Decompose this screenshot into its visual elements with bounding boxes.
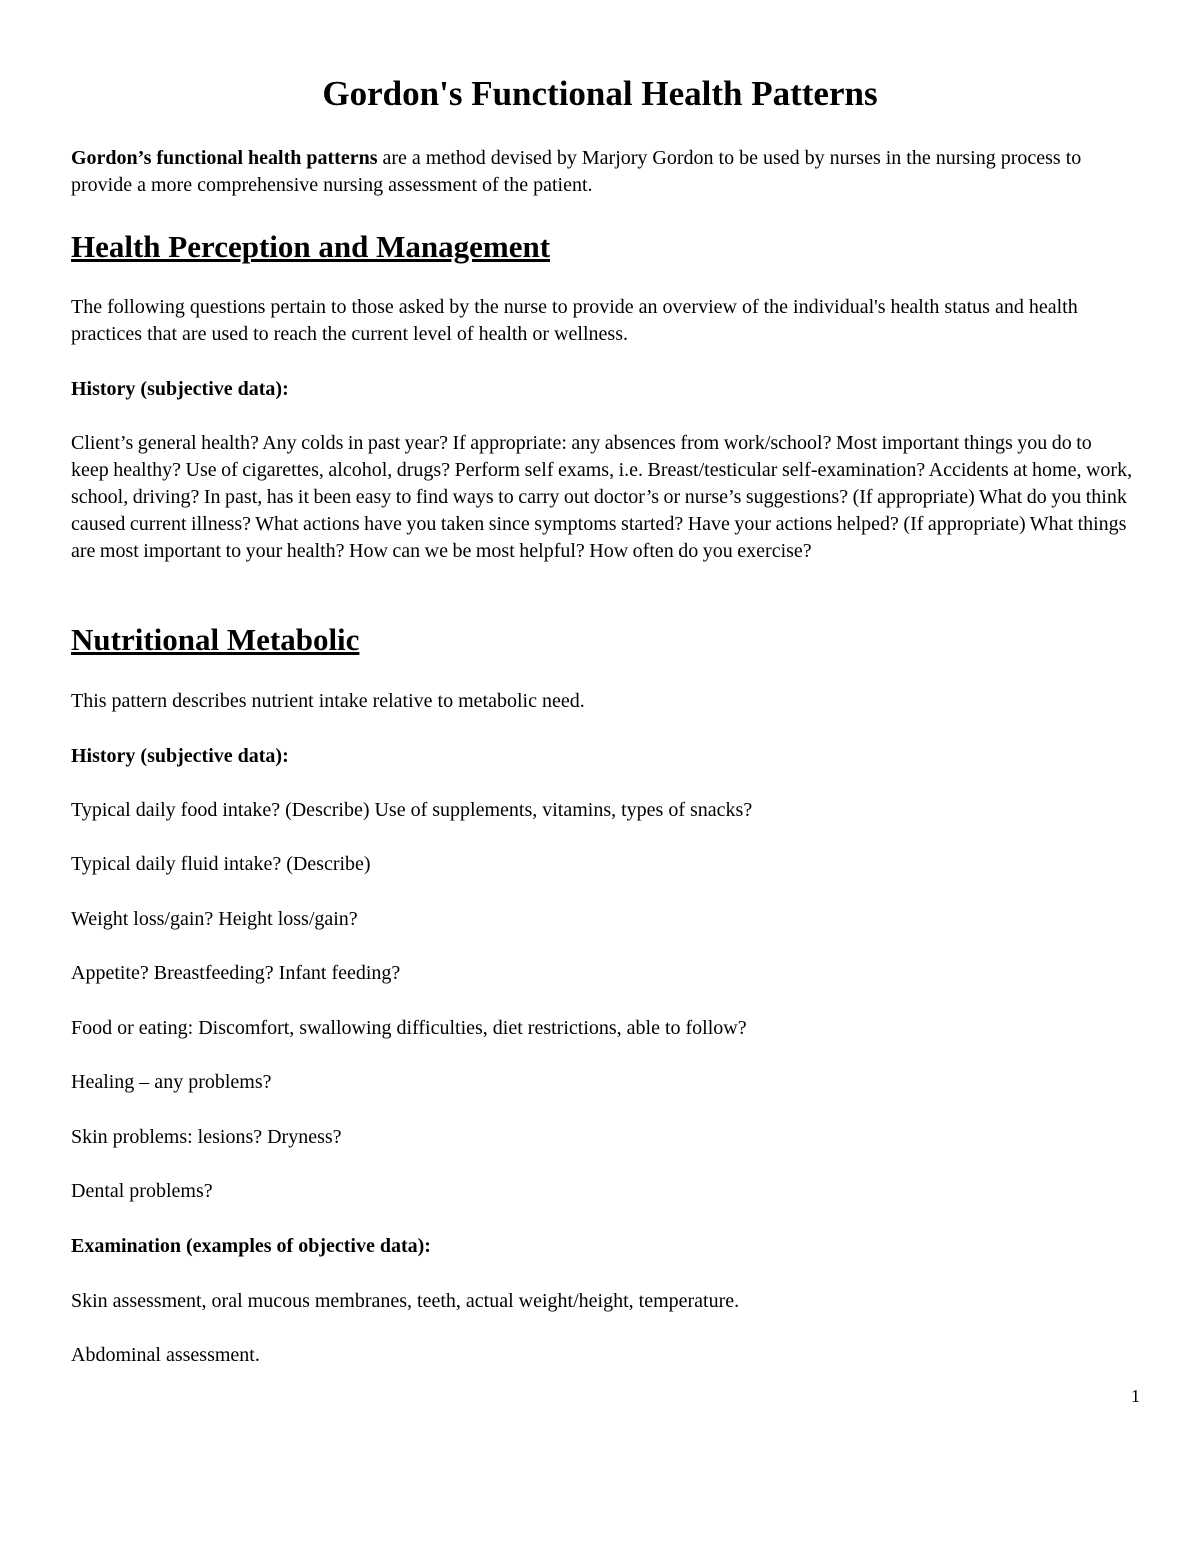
document-title: Gordon's Functional Health Patterns (322, 74, 878, 113)
intro-paragraph (71, 145, 1133, 199)
nutritional-history-item: Typical daily food intake? (Describe) Use of supplements, vitamins, types of snacks? (71, 799, 753, 821)
nutritional-history-item: Appetite? Breastfeeding? Infant feeding? (71, 962, 401, 984)
section-heading-health-perception: Health Perception and Management (71, 229, 551, 264)
health-perception-history-text: Client’s general health? Any colds in past year? If appropriate: any absences from work/school? Most important things you do to keep healthy? Use of cigarettes, alcohol, drugs? Perform self exams, i.e. Breast/testicular self-examination? Accidents at home, work, school, driving? In past, has it been easy to find ways to carry out doctor’s or nurse’s suggestions? (If appropriate) What do you think caused current illness? What actions have you taken since symptoms started? Have your actions helped? (If appropriate) What things are most important to your health? How can we be most helpful? How often do you exercise? (71, 432, 1133, 562)
health-perception-description: The following questions pertain to those asked by the nurse to provide an overview of the individual's health status and health practices that are used to reach the current level of health or wellness. (71, 296, 1078, 345)
nutritional-history-item: Food or eating: Discomfort, swallowing difficulties, diet restrictions, able to follow? (71, 1017, 747, 1039)
intro-bold-term: Gordon’s functional health patterns (71, 147, 378, 169)
nutritional-history-label: History (subjective data): (71, 745, 289, 767)
section-heading-nutritional-metabolic: Nutritional Metabolic (71, 622, 360, 657)
nutritional-history-item: Healing – any problems? (71, 1071, 272, 1093)
nutritional-exam-item: Skin assessment, oral mucous membranes, teeth, actual weight/height, temperature. (71, 1290, 740, 1312)
nutritional-history-item: Typical daily fluid intake? (Describe) (71, 853, 371, 875)
nutritional-exam-label: Examination (examples of objective data): (71, 1235, 431, 1257)
nutritional-history-item: Skin problems: lesions? Dryness? (71, 1126, 342, 1148)
nutritional-exam-item: Abdominal assessment. (71, 1344, 260, 1366)
page-number: 1 (1131, 1386, 1140, 1406)
nutritional-history-item: Weight loss/gain? Height loss/gain? (71, 908, 358, 930)
intro-text: are a method devised by Marjory Gordon to be used by nurses in the nursing process to provide a more comprehensive nursing assessment of the patient. (71, 147, 1082, 196)
nutritional-description: This pattern describes nutrient intake relative to metabolic need. (71, 690, 585, 712)
health-perception-history-label: History (subjective data): (71, 378, 289, 400)
nutritional-history-item: Dental problems? (71, 1180, 213, 1202)
